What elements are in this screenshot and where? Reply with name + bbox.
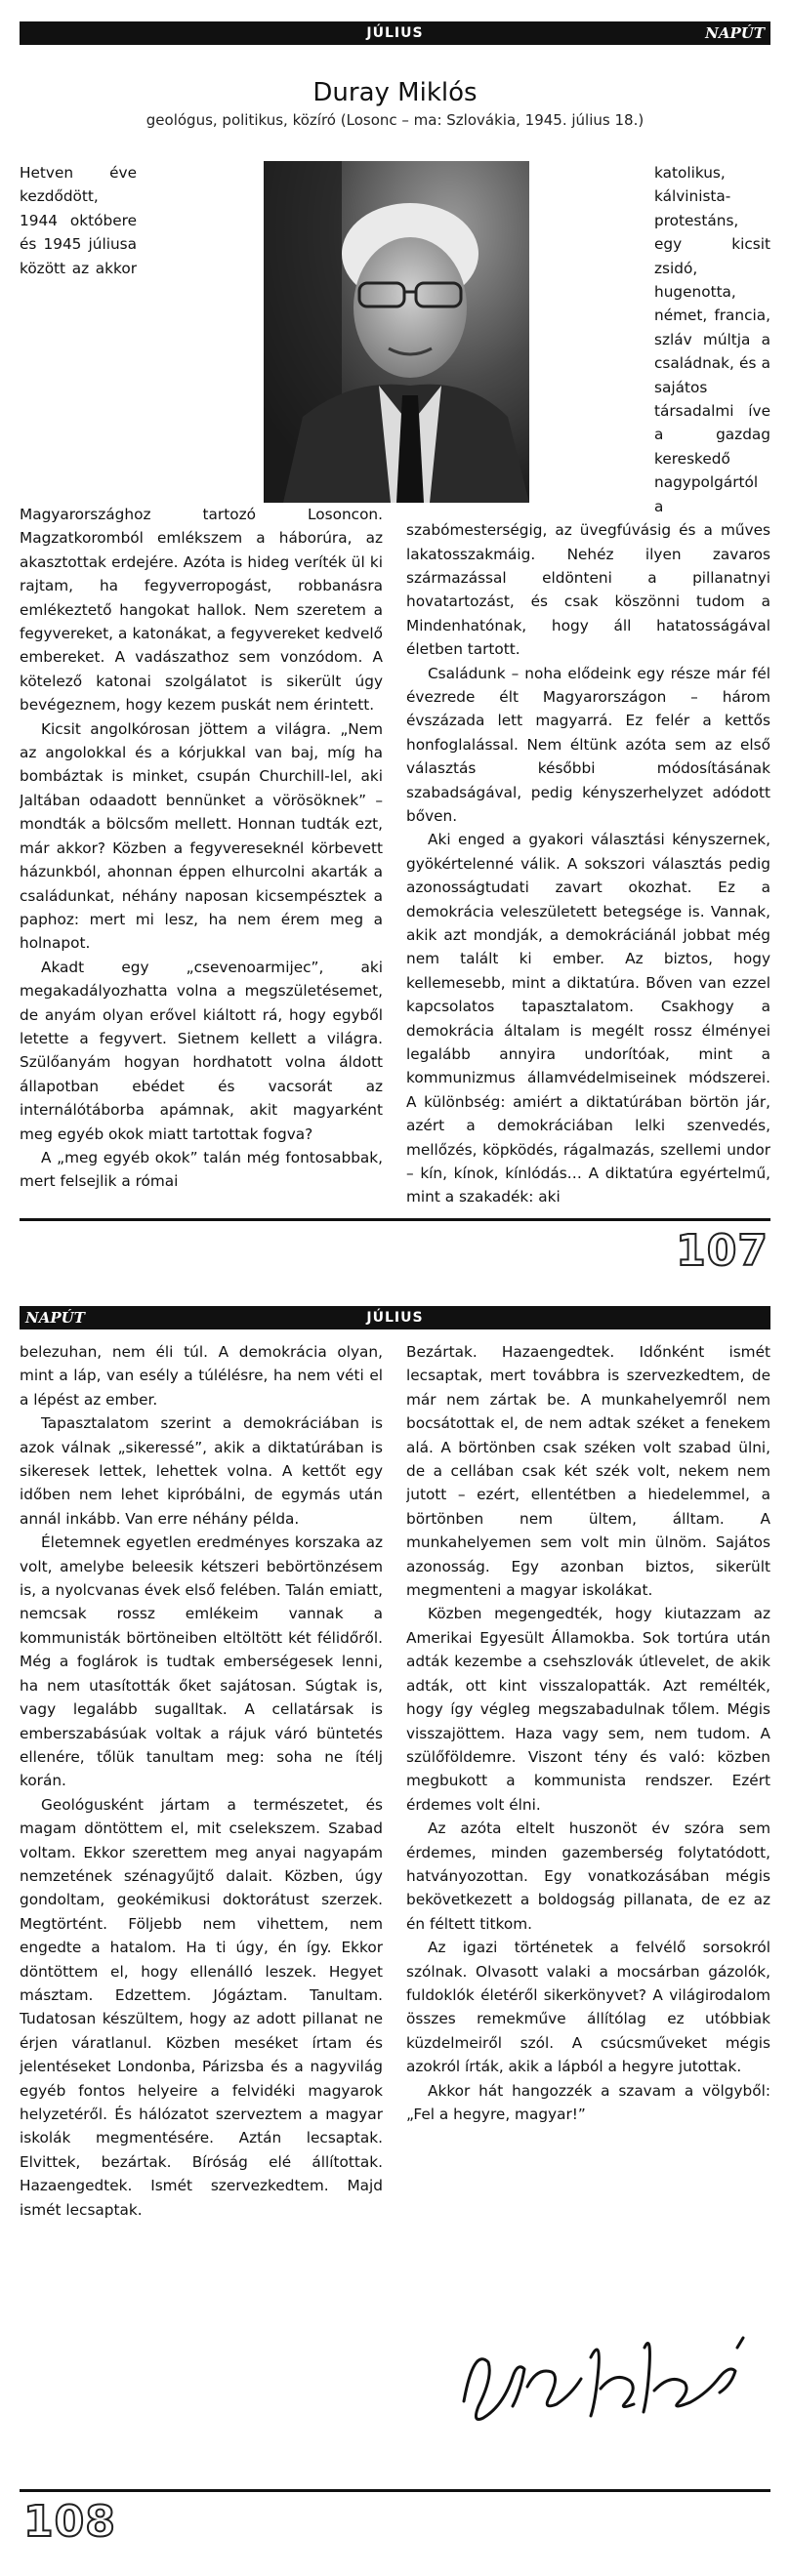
article-subtitle: geológus, politikus, közíró (Losonc – ma: Szlovákia, 1945. július 18.) — [146, 111, 644, 129]
page-number: 107 — [676, 1226, 769, 1276]
napút-logo: NAPÚT — [705, 24, 765, 42]
paragraph: Közben megengedték, hogy kiutazzam az Amerikai Egyesült Államokba. Sok tortúra után adták kezembe a csehszlovák útlevelet, de akik adták, ott kint visszalopatták. Azt remélték, hogy így végleg megszabadulnak tőlem. Mégis visszajöttem. Haza vagy sem, nem tudom. A szülőföldemre. Viszont tény és való: közben megbukott a kommunista rendszer. Ezért érdemes volt élni. — [406, 1605, 770, 1814]
paragraph: Akadt egy „csevenoarmijec”, aki megakadályozhatta volna a megszületésemet, de anyám olyan erővel kiáltott rá, hogy egyből letette a fegyvert. Sietnem kellett a világra. Szülőanyám hogyan hordhatott volna áldott állapotban ebédet és vacsorát az internálótáborba apámnak, akit magyarként meg egyéb okok miatt tartottak fogva? — [20, 958, 383, 1143]
footer-rule — [20, 1218, 770, 1221]
paragraph: A „meg egyéb okok” talán még fontosabbak, mert felsejlik a római — [20, 1148, 383, 1191]
left-column — [20, 1340, 383, 2482]
paragraph: Bezártak. Hazaengedtek. Időnként ismét lecsaptak, mert továbbra is szervezkedtem, de már nem zártak be. A munkahelyemről nem bocsátottak el, de nem adtak széket a fenekem alá. A börtönben csak széken volt szabad ülni, de a cellában csak két szék volt, nekem nem jutott – ezért, ellentétben a hiedelemmel, a börtönben nem ültem, álltam. A munkahelyemen sem volt min ülnöm. Sajátos azonosság. Egy azonban biztos, sikerült megmenteni a magyar iskolákat. — [406, 1343, 770, 1600]
header-month: JÚLIUS — [366, 25, 424, 41]
header-band — [20, 21, 770, 45]
page-number: 108 — [23, 2497, 116, 2547]
signature-icon — [444, 2309, 767, 2435]
page-107 — [0, 0, 790, 1279]
paragraph: Családunk – noha elődeink egy része már fél évezrede élt Magyarországon – három évszázada lett magyarrá. Ez felér a kettős honfoglalással. Nem éltünk azóta sem az első választás későbbi módosításának szabadságával, pedig kényszerhelyzet adódott bőven. — [406, 664, 770, 825]
paragraph: Akkor hát hangozzék a szavam a völgyből: „Fel a hegyre, magyar!” — [406, 2081, 770, 2123]
paragraph: Aki enged a gyakori választási kényszernek, gyökértelenné válik. A sokszori választás pedig azonosságtudati zavart okozhat. Ez a demokrácia veleszületett betegsége is. Vannak, akik azt mondják, a demokráciánál jobbat még nem talált ki ember. Az biztos, hogy kellemesebb, mint a diktatúra. Bőven van ezzel kapcsolatos tapasztalatom. Csakhogy a demokrácia általam is megélt rossz élményei legalább annyira undorítóak, mint a kommunizmus államvédelmiseinek módszerei. A különbség: amiért a diktatúrában börtön jár, azért a demokráciában lelki szenvedés, mellőzés, köpködés, rágalmazás, szellemi undor – kín, kínok, kínlódás… A diktatúra egyértelmű, mint a szakadék: aki — [406, 831, 770, 1206]
paragraph: Hetven éve kezdődött, 1944 októbere és 1945 júliusa között az akkor Magyarországhoz tartozó Losoncon. Magzatkoromból emlékszem a háborúra, az akasztottak erdejére. Azóta is hideg veríték ül ki rajtam, ha fegyverropogást, robbanásra emlékeztető hangokat hallok. Nem szeretem a fegyvereket, a katonákat, a fegyvereket kedvelő embereket. A vadászathoz sem vonzódom. A kötelező katonai szolgálatot is sikerült úgy bevégeznem, hogy kezem puskát nem érintett. — [20, 164, 383, 715]
paragraph: Az igazi történetek a felvélő sorsokról szólnak. Olvasott valaki a mocsárban gázolók, fuldoklók életéről sikerkönyvet? A világirodalom összes remekműve állítólag ez utóbbiak küzdelmeiről szól. A csúcsműveket mégis azokról írták, akik a lápból a hegyre jutottak. — [406, 1939, 770, 2076]
paragraph: Kicsit angolkórosan jöttem a világra. „Nem az angolokkal és a kórjukkal van baj, míg ha bombáztak is minket, csupán Churchill-lel, aki Jaltában odaadott bennünket a vörösöknek” – mondták a bölcsőm mellett. Honnan tudták ezt, már akkor? Közben a fegyvereseknél körbevett házunkból, ahonnan éppen elhurcolni akarták a családunkat, néhány naposan kicsempésztek a paphoz: mert mi lesz, ha nem érem meg a holnapot. — [20, 719, 383, 953]
portrait-image — [264, 161, 529, 503]
paragraph: katolikus, kálvinista-protestáns, egy kicsit zsidó, hugenotta, német, francia, szláv múltja a családnak, és a sajátos társadalmi íve a gazdag kereskedő nagypolgártól a szabómesterségig, az üvegfúvásig és a műves lakatosszakmáig. Nehéz ilyen zavaros származással eldönteni a pillanatnyi hovatartozást, és csak köszönni tudom a Mindenhatónak, hogy áll hatatosságával életben tartott. — [406, 164, 770, 659]
handwritten-signature — [444, 2309, 767, 2435]
paragraph: Geológusként jártam a természetet, és magam döntöttem el, mit cselekszem. Szabad voltam. Ekkor szerettem meg anyai nagyapám nemzetének szénagyűjtő dalait. Közben, úgy gondoltam, geokémikusi doktorátust szerzek. Megtörtént. Följebb nem vihettem, nem engedte a hatalom. Ha ti úgy, én így. Ekkor döntöttem el, hogy ellenálló leszek. Hegyet másztam. Edzettem. Jógáztam. Tanultam. Tudatosan készültem, hogy az adott pillanat ne érjen váratlanul. Közben meséket írtam és jelentéseket Londonba, Párizsba és a nagyvilág egyéb fontos helyeire a felvidéki magyarok helyzetéről. És hálózatot szerveztem a magyar iskolák megmentésére. Aztán lecsaptak. Elvittek, bezártak. Bíróság elé állítottak. Hazaengedtek. Ismét szervezkedtem. Majd ismét lecsaptak. — [20, 1795, 383, 2219]
paragraph: Életemnek egyetlen eredményes korszaka az volt, amelybe beleesik kétszeri bebörtönzésem is, a nyolcvanas évek első felében. Talán emiatt, nemcsak rossz emlékeim vannak a kommunisták börtöneiben eltöltött két félidőről. Még a foglárok is tudtak emberségesek lenni, ha nem utasították őket sajátosan. Súgtak is, vagy legalább sugalltak. A cellatársak is emberszabásúak voltak a rájuk váró büntetés ellenére, tőlük tanultam meg: soha ne ítélj korán. — [20, 1533, 383, 1790]
portrait-photo — [264, 161, 529, 503]
header-band — [20, 1306, 770, 1329]
footer-rule — [20, 2489, 770, 2492]
header-month: JÚLIUS — [366, 1310, 424, 1326]
paragraph: belezuhan, nem éli túl. A demokrácia olyan, mint a láp, van esély a túlélésre, ha nem véti el a lépést az ember. — [20, 1343, 383, 1409]
paragraph: Az azóta eltelt huszonöt év szóra sem érdemes, minden gazemberség folytatódott, hatványozottan. Egy vonatkozásában mégis bekövetkezett a boldogság pillanata, de ez az én féltett titkom. — [406, 1820, 770, 1933]
paragraph: Tapasztalatom szerint a demokráciában is azok válnak „sikeressé”, akik a diktatúrában is sikeresek lettek, lehettek volna. A kettőt egy időben nem lehet kipróbálni, de egymás után annál inkább. Van erre néhány példa. — [20, 1414, 383, 1528]
napút-logo: NAPÚT — [25, 1309, 85, 1327]
article-title: Duray Miklós — [312, 78, 478, 107]
